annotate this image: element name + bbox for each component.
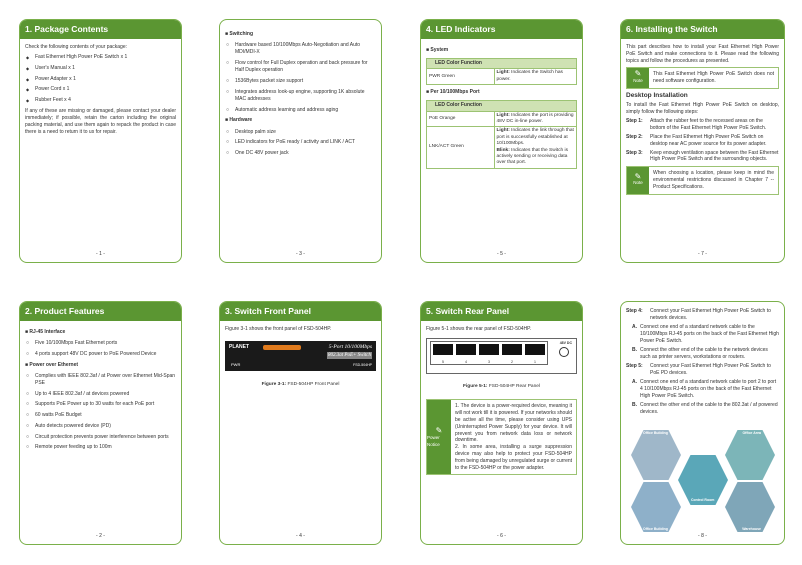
system-led-table bbox=[426, 58, 577, 85]
install-step bbox=[626, 363, 779, 377]
rj45-port bbox=[525, 344, 545, 365]
table-header: LED Color Function bbox=[427, 59, 577, 69]
panel-subtitle: 802.3at PoE+ Switch bbox=[328, 353, 371, 359]
paragraph: If any of these are missing or damaged, please contact your dealer immediately; if possible, retain the carton including the original packing material, and use them again to repack the product in case there is a need to return it to us for repair. bbox=[25, 107, 176, 136]
page-number: - 2 - bbox=[96, 533, 105, 539]
front-panel-image bbox=[225, 341, 376, 371]
page-title: 4. LED Indicators bbox=[421, 20, 582, 39]
sub-step-label: B. bbox=[632, 402, 637, 408]
rj45-port bbox=[502, 344, 522, 365]
step-text: Keep enough ventilation space between the Fast Ethernet High Power PoE Switch and the surrounding objects. bbox=[650, 149, 779, 163]
step-text: Connect your Fast Ethernet High Power PoE Switch to network devices. bbox=[650, 308, 771, 321]
page-6 bbox=[420, 301, 583, 545]
install-step bbox=[626, 150, 779, 164]
diagram-label: Warehouse bbox=[742, 527, 761, 531]
page-8 bbox=[620, 301, 785, 545]
port-number: 4 bbox=[465, 360, 467, 365]
sub-step-text: Connect one end of a standard network cable to the 10/100Mbps RJ-45 ports on the back of the Fast Ethernet High Power PoE Switch. bbox=[640, 324, 779, 344]
sub-step-label: A. bbox=[632, 379, 637, 385]
poe-led-strip bbox=[263, 345, 301, 350]
sub-step bbox=[632, 347, 779, 361]
figure-caption: Figure 5-1: FSD-504HP Rear Panel bbox=[463, 384, 540, 390]
list-item: ○ 4 ports support 48V DC power to PoE Powered Device bbox=[25, 351, 176, 358]
page-title: 5. Switch Rear Panel bbox=[421, 302, 582, 321]
cell: PWR Green bbox=[427, 69, 495, 85]
diagram-label: Control Room bbox=[691, 498, 715, 502]
list-item: ○ Desktop palm size bbox=[225, 129, 376, 136]
model-label: FSD-504HP bbox=[353, 363, 372, 367]
page-number: - 6 - bbox=[497, 533, 506, 539]
page-number: - 3 - bbox=[296, 251, 305, 257]
sub-step-text: Connect the other end of the cable to the 802.3at / af powered devices. bbox=[640, 402, 778, 415]
list-item: ○ Automatic address learning and address aging bbox=[225, 107, 376, 114]
step-label: Step 5: bbox=[626, 363, 643, 369]
section-heading: ■ RJ-45 Interface bbox=[25, 329, 176, 336]
intro: Figure 5-1 shows the rear panel of FSD-504HP. bbox=[426, 326, 532, 332]
rj45-port bbox=[479, 344, 499, 365]
brand-logo: PLANET bbox=[229, 344, 249, 351]
list-item: ○ Complies with IEEE 802.3af / at Power over Ethernet Mid-Span PSE bbox=[25, 373, 176, 387]
rj45-port bbox=[433, 344, 453, 365]
page-title: 2. Product Features bbox=[20, 302, 181, 321]
page-number: - 7 - bbox=[698, 251, 707, 257]
note-text: When choosing a location, please keep in mind the environmental restrictions discussed in Chapter 7 -- Product Specifications. bbox=[653, 170, 774, 190]
page-2 bbox=[19, 301, 182, 545]
page-3 bbox=[219, 19, 382, 263]
intro: Check the following contents of your package: bbox=[25, 44, 128, 50]
sub-step-label: B. bbox=[632, 347, 637, 353]
feature-list bbox=[25, 373, 176, 452]
sub-step bbox=[632, 324, 779, 345]
section-heading: ■ Per 10/100Mbps Port bbox=[426, 89, 577, 96]
step-text: Place the Fast Ethernet High Power PoE Switch on desktop near AC power source for its power adapter. bbox=[650, 133, 767, 147]
list-item: ○ LED indicators for PoE ready / activity and LINK / ACT bbox=[225, 139, 376, 146]
cell-value: Indicates the port is providing 48V DC in-line power. bbox=[496, 112, 574, 125]
list-item: ◆ Power Cord x 1 bbox=[25, 86, 176, 93]
page-title: 6. Installing the Switch bbox=[621, 20, 784, 39]
port-led-table bbox=[426, 100, 577, 168]
port-jack-icon bbox=[502, 344, 522, 355]
list-item: ◆ Power Adapter x 1 bbox=[25, 76, 176, 83]
list-item: ○ One DC 48V power jack bbox=[225, 150, 376, 157]
subheading: Desktop Installation bbox=[626, 91, 688, 99]
note-box bbox=[626, 166, 779, 194]
list-item: ○ Auto detects powered device (PD) bbox=[25, 423, 176, 430]
panel-title: 5-Port 10/100Mbps bbox=[328, 344, 372, 351]
section-heading: ■ Switching bbox=[225, 31, 376, 38]
pwr-label: PWR bbox=[231, 362, 241, 368]
port-jack-icon bbox=[479, 344, 499, 355]
page-1 bbox=[19, 19, 182, 263]
port-number: 3 bbox=[488, 360, 490, 365]
section-heading: ■ Power over Ethernet bbox=[25, 362, 176, 369]
list-item: ○ Flow control for Full Duplex operation and back pressure for Half Duplex operation bbox=[225, 60, 376, 74]
table-row bbox=[427, 111, 577, 127]
page-title: 3. Switch Front Panel bbox=[220, 302, 381, 321]
sub-step-label: A. bbox=[632, 324, 637, 330]
notice-item: 1. The device is a power-required device, meaning it will not work till it is powered. If your networks should be active all the time, please consider using UPS (Uninterrupted Power Supply) for your device. It will prevent you from network data loss or network downtime. bbox=[455, 403, 572, 444]
list-item: ○ 1536Bytes packet size support bbox=[225, 78, 376, 85]
cell-key: Light: bbox=[496, 70, 510, 76]
page-number: - 1 - bbox=[96, 251, 105, 257]
table-header: LED Color Function bbox=[427, 101, 577, 111]
page-7 bbox=[620, 19, 785, 263]
network-diagram bbox=[631, 430, 775, 532]
note-icon: ✎ Note bbox=[627, 167, 649, 193]
table-row bbox=[427, 69, 577, 85]
page-number: - 5 - bbox=[497, 251, 506, 257]
feature-list bbox=[225, 42, 376, 114]
sub-step-text: Connect the other end of the cable to the network devices such as printer servers, workstations or routers. bbox=[640, 347, 768, 360]
step-text: Attach the rubber feet to the recessed areas on the bottom of the Fast Ethernet High Power PoE Switch. bbox=[650, 118, 767, 132]
table-row bbox=[427, 127, 577, 168]
note-icon: ✎ Note bbox=[627, 68, 649, 88]
diagram-label: Office Building bbox=[643, 431, 668, 435]
sub-step-text: Connect one end of a standard network cable to port 2 to port 4 10/100Mbps RJ-45 ports on the back of the Fast Ethernet High Power PoE Switch. bbox=[640, 379, 777, 399]
port-number: 1 bbox=[534, 360, 536, 365]
cell-value: Indicates that the Switch is actively sending or receiving data over that port. bbox=[496, 147, 568, 166]
figure-caption: Figure 3-1: FSD-504HP Front Panel bbox=[261, 382, 340, 388]
port-number: 5 bbox=[442, 360, 444, 365]
rear-panel-image bbox=[426, 338, 577, 374]
list-item: ◆ Rubber Feet x 4 bbox=[25, 97, 176, 104]
section-heading: ■ Hardware bbox=[225, 117, 376, 124]
intro: Figure 3-1 shows the front panel of FSD-504HP. bbox=[225, 326, 332, 332]
list-item: ◆ User's Manual x 1 bbox=[25, 65, 176, 72]
list-item: ○ Integrates address look-up engine, supporting 1K absolute MAC addresses bbox=[225, 89, 376, 103]
page-5 bbox=[420, 19, 583, 263]
note-box bbox=[626, 67, 779, 89]
cell-key: Light: bbox=[496, 112, 510, 118]
step-label: Step 2: bbox=[626, 133, 643, 140]
page-number: - 4 - bbox=[296, 533, 305, 539]
page-title: 1. Package Contents bbox=[20, 20, 181, 39]
list-item: ○ Up to 4 IEEE 802.3af / at devices powered bbox=[25, 391, 176, 398]
dc-label: 48V DC bbox=[559, 341, 572, 346]
rj45-port bbox=[456, 344, 476, 365]
list-item: ◆ Fast Ethernet High Power PoE Switch x 1 bbox=[25, 54, 176, 61]
power-notice-box bbox=[426, 399, 577, 475]
step-label: Step 3: bbox=[626, 149, 643, 156]
list-item: ○ Five 10/100Mbps Fast Ethernet ports bbox=[25, 340, 176, 347]
note-text: This Fast Ethernet High Power PoE Switch does not need software configuration. bbox=[653, 71, 774, 85]
cell: PoE Orange bbox=[427, 111, 495, 127]
sub-intro: To install the Fast Ethernet High Power PoE Switch on desktop, simply follow the following steps: bbox=[626, 101, 779, 115]
install-step bbox=[626, 118, 779, 132]
list-item: ○ Remote power feeding up to 100m bbox=[25, 444, 176, 451]
step-label: Step 1: bbox=[626, 118, 643, 125]
feature-list bbox=[225, 129, 376, 158]
diagram-label: Office Area bbox=[742, 431, 761, 435]
step-label: Step 4: bbox=[626, 308, 643, 314]
sub-step bbox=[632, 402, 779, 416]
package-list bbox=[25, 54, 176, 104]
intro: This part describes how to install your Fast Ethernet High Power PoE Switch and make connections to it. Please read the following topics and follow the procedures as presented. bbox=[626, 44, 779, 64]
section-heading: ■ System bbox=[426, 47, 577, 54]
cell-key: Light: bbox=[496, 128, 510, 134]
cell: LNK/ACT Green bbox=[427, 127, 495, 168]
port-number: 2 bbox=[511, 360, 513, 365]
list-item: ○ 60 watts PoE Budget bbox=[25, 412, 176, 419]
sub-step bbox=[632, 379, 779, 400]
feature-list bbox=[25, 340, 176, 358]
step-text: Connect your Fast Ethernet High Power PoE Switch to PoE PD devices. bbox=[650, 363, 771, 376]
list-item: ○ Supports PoE Power up to 30 watts for each PoE port bbox=[25, 401, 176, 408]
list-item: ○ Circuit protection prevents power interference between ports bbox=[25, 434, 176, 441]
page-4 bbox=[219, 301, 382, 545]
power-jack-icon bbox=[559, 347, 569, 357]
page-number: - 8 - bbox=[698, 533, 707, 539]
port-jack-icon bbox=[433, 344, 453, 355]
notice-item: 2. In some area, installing a surge suppression device may also help to protect your FSD-504HP from being damaged by unregulated surge or current to the FSD-504HP or the power adapter. bbox=[455, 444, 573, 471]
diagram-label: Office Building bbox=[643, 527, 668, 531]
port-jack-icon bbox=[525, 344, 545, 355]
install-step bbox=[626, 134, 779, 148]
install-step bbox=[626, 308, 779, 322]
port-jack-icon bbox=[456, 344, 476, 355]
cell-value: Indicates the Switch has power. bbox=[496, 70, 563, 82]
cell-value: Indicates the link through that port is successfully established at 10/100Mbps. bbox=[496, 128, 574, 147]
power-notice-icon: ✎ Power Notice bbox=[427, 400, 451, 474]
cell-key: Blink: bbox=[496, 147, 510, 153]
list-item: ○ Hardware based 10/100Mbps Auto-Negotiation and Auto MDI/MDI-X bbox=[225, 42, 376, 56]
